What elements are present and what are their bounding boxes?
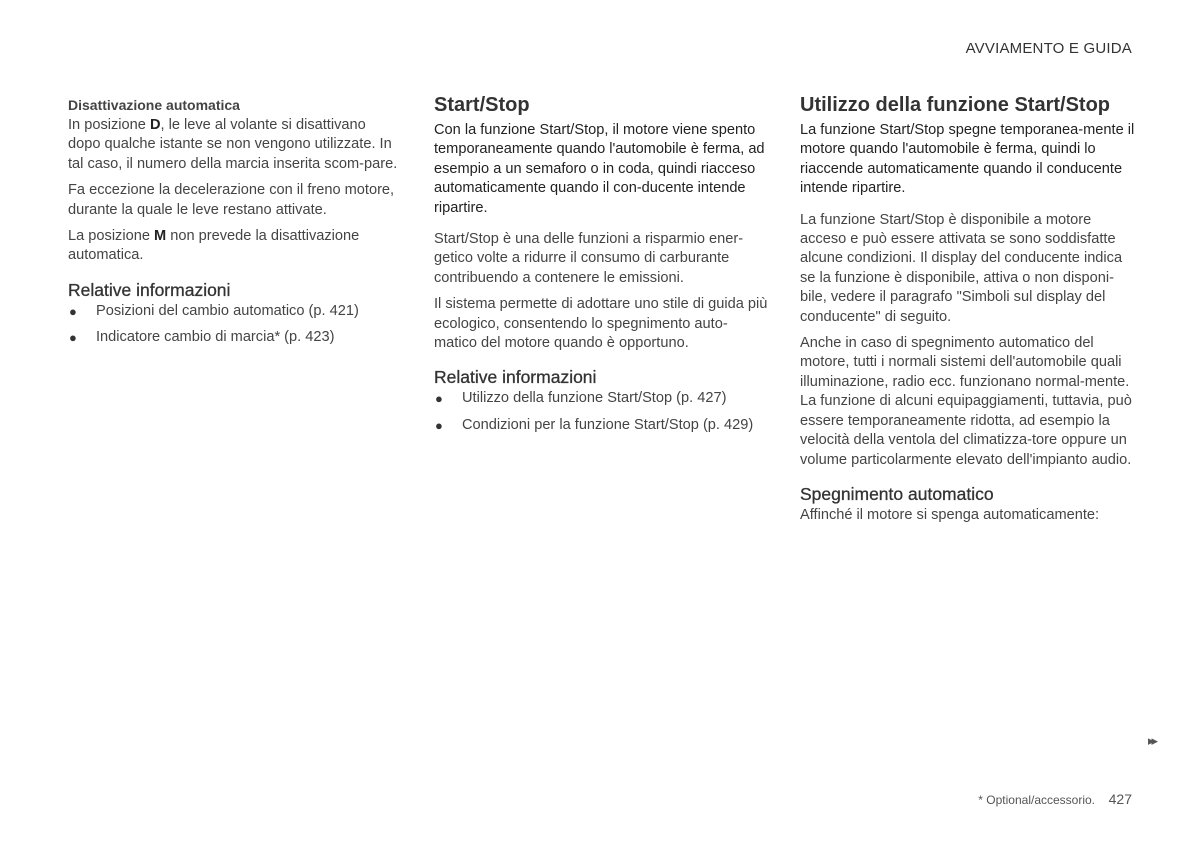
related-info-list [434,389,769,435]
section-header: AVVIAMENTO E GUIDA [965,40,1132,57]
page-number: 427 [1108,791,1132,807]
paragraph: La funzione Start/Stop è disponibile a motore acceso e può essere attivata se sono soddisfatte alcune condizioni. Il display del conducente indica se la funzione è disponibile, attiva o non disponi-bile, vedere il paragrafo "Simboli sul display del conducente" di seguito. [800,211,1123,325]
section-title-using-start-stop: Utilizzo della funzione Start/Stop [800,94,1110,116]
column-start-stop [434,93,769,442]
bullet-icon: ● [435,391,443,407]
paragraph: Anche in caso di spegnimento automatico del motore, tutti i normali sistemi dell'automobile quali illuminazione, radio ecc. funzionano normal-mente. La funzione di alcuni equipaggiamenti, tuttavia, può essere temporaneamente ridotta, ad esempio la velocità della ventola del climatizza-tore oppure un volume particolarmente elevato dell'impianto audio. [800,335,1132,468]
bullet-icon: ● [69,303,77,319]
related-link[interactable]: ● Utilizzo della funzione Start/Stop (p. 427) [434,389,769,408]
lead-paragraph: La funzione Start/Stop spegne temporanea-mente il motore quando l'automobile è ferma, quindi lo riaccende automaticamente quando il conducente intende ripartire. [800,122,1135,197]
related-info-heading: Relative informazioni [434,367,597,388]
section-title-start-stop: Start/Stop [434,94,530,116]
page-footer [978,791,1132,807]
bullet-icon: ● [435,417,443,433]
paragraph: Affinché il motore si spenga automaticamente: [800,506,1100,523]
gear-position-m: M [154,228,167,245]
optional-footnote: * Optional/accessorio. [978,793,1096,807]
bullet-icon: ● [69,330,77,346]
related-info-list [68,302,398,348]
related-link[interactable]: ● Condizioni per la funzione Start/Stop (p. 429) [434,416,769,435]
gear-position-d: D [149,117,161,133]
lead-paragraph: Con la funzione Start/Stop, il motore viene spento temporaneamente quando l'automobile è ferma, ad esempio a un semaforo o in coda, quindi riacceso automaticamente quando il con-ducente intende ripartire. [434,122,765,216]
subheading-automatic-deactivation: Disattivazione automatica [68,97,240,113]
column-automatic-deactivation [68,93,398,355]
subheading-automatic-shutdown: Spegnimento automatico [800,483,994,504]
paragraph: Start/Stop è una delle funzioni a risparmio ener-getico volte a ridurre il consumo di carburante contribuendo a contenere le emissioni. [434,231,744,286]
paragraph: La posizione M non prevede la disattivazione automatica. [68,228,360,264]
related-link[interactable]: ● Indicatore cambio di marcia* (p. 423) [68,328,398,347]
double-arrow-right-icon: ▸▸ [1148,733,1156,748]
related-info-heading: Relative informazioni [68,279,231,300]
column-using-start-stop [800,93,1135,532]
paragraph: In posizione D, le leve al volante si disattivano dopo qualche istante se non vengono utilizzate. In tal caso, il numero della marcia inserita scom-pare. [68,117,398,172]
related-link[interactable]: ● Posizioni del cambio automatico (p. 421) [68,302,398,321]
paragraph: Il sistema permette di adottare uno stile di guida più ecologico, consentendo lo spegnimento auto-matico del motore quando è opportuno. [434,296,768,352]
paragraph: Fa eccezione la decelerazione con il freno motore, durante la quale le leve restano attivate. [68,182,395,218]
